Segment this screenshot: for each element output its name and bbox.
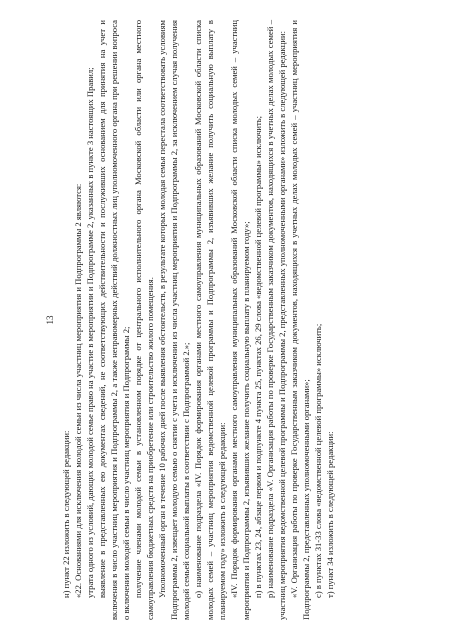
paragraph: т) пункт 34 изложить в следующей редакции: bbox=[325, 431, 335, 598]
paragraph: «IV. Порядок формирования органами местного самоуправления муниципальных образований Московской области списка молодых семей – участниц мероприятия и Подпрограммы 2, изъявивших желание получить социальную выплату в планируемом году»; bbox=[229, 20, 251, 620]
rotated-text-frame bbox=[26, 20, 426, 620]
document-body bbox=[60, 20, 336, 620]
page-number: 13 bbox=[45, 315, 55, 325]
paragraph: выявление в представленных ею документах сведений, не соответствующих действительности и послуживших основанием для принятия на учет и включения в число участниц мероприятия и Подпрограммы 2, а также неправомерных действий должностных лиц уполномоченного органа при решении вопроса о включении молодой семьи в число участниц мероприятия и Подпрограммы 2; bbox=[97, 20, 131, 620]
paragraph: с) в пунктах 31-33 слова «ведомственной целевой программы» исключить; bbox=[313, 323, 323, 598]
paragraph: получение членами молодой семьи в установленном порядке от центрального исполнительного органа Московской области или органа местного самоуправления бюджетных средств на приобретение или строительство жилого помещения. bbox=[133, 20, 155, 620]
paragraph: «V. Организация работы по проверке Государственным заказчиком документов, находящихся в учетных делах молодых семей – участниц мероприятия и Подпрограммы 2, представленных уполномоченными органами»; bbox=[289, 20, 311, 620]
paragraph: р) наименование подраздела «V. Организация работы по проверке Государственным заказчиком документов, находящихся в учетных делах молодых семей – участниц мероприятия ведомственной целевой программы и Подпрограммы 2, представленных уполномоченными органами» изложить в следующей редакции: bbox=[265, 20, 287, 620]
paragraph: н) пункт 22 изложить в следующей редакции: bbox=[61, 430, 71, 598]
paragraph: утрата одного из условий, дающих молодой семье право на участие в мероприятии и Подпрограмме 2, указанных в пункте 3 настоящих Правил; bbox=[85, 67, 95, 598]
paragraph: п) в пунктах 23, 24, абзаце первом и подпункте 4 пункта 25, пунктах 26, 29 слова «ведомственной целевой программы» исключить; bbox=[253, 115, 263, 598]
paragraph: Уполномоченный орган в течение 10 рабочих дней после выявления обстоятельств, в результате которых молодая семья перестала соответствовать условиям Подпрограммы 2, извещает молодую семью о снятии с учета и исключении из числа участниц мероприятия и Подпрограммы 2, за исключением случая получения молодой семьей социальной выплаты в соответствии с Подпрограммой 2.»; bbox=[157, 20, 191, 620]
paragraph: «22. Основаниями для исключения молодой семьи из числа участниц мероприятия и Подпрограммы 2 являются: bbox=[73, 183, 83, 598]
paragraph: о) наименование подраздела «IV. Порядок формирования органами местного самоуправления муниципальных образований Московской области списка молодых семей – участниц мероприятия ведомственной целевой программы и Подпрограммы 2, изъявивших желание получить социальную выплату в планируемом году» изложить в следующей редакции: bbox=[193, 20, 227, 620]
